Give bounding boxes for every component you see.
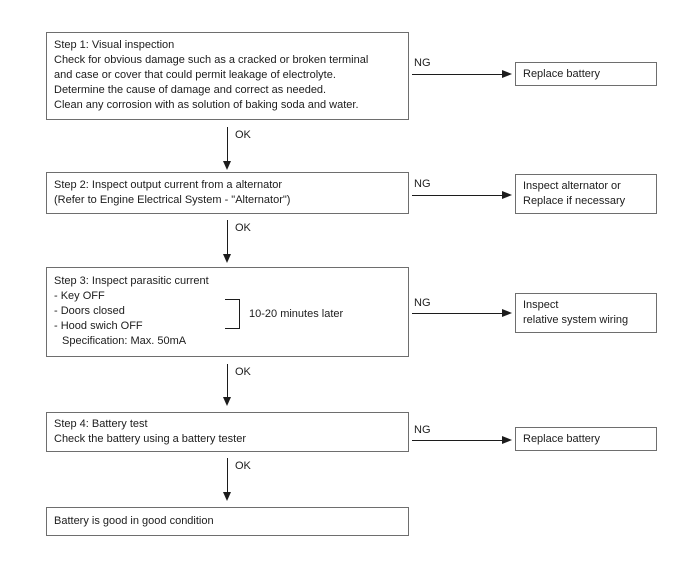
ok-arrowhead-down-icon	[223, 492, 231, 501]
result3-text-line: Inspect	[523, 299, 559, 311]
ng-arrowhead-right-icon	[502, 309, 512, 317]
final-result-box	[46, 507, 409, 536]
result4-box	[515, 427, 657, 451]
result1-box	[515, 62, 657, 86]
ng-arrow-3	[412, 313, 503, 314]
step3-box	[46, 267, 409, 357]
step3-condition-line: - Doors closed	[54, 305, 125, 317]
ng-arrowhead-right-icon	[502, 191, 512, 199]
bracket-annotation: 10-20 minutes later	[249, 308, 344, 320]
step3-condition-line: - Key OFF	[54, 290, 105, 302]
step1-text-line: Clean any corrosion with as solution of baking soda and water.	[54, 99, 359, 111]
ng-label-2: NG	[414, 178, 431, 190]
ng-label-3: NG	[414, 297, 431, 309]
ng-arrow-4	[412, 440, 503, 441]
step1-text-line: Determine the cause of damage and correct as needed.	[54, 84, 327, 96]
step1-box	[46, 32, 409, 120]
ok-label-4: OK	[235, 460, 251, 472]
result3-text-line: relative system wiring	[523, 314, 629, 326]
ok-arrow-1	[227, 127, 228, 162]
ok-arrowhead-down-icon	[223, 161, 231, 170]
step2-text-line: (Refer to Engine Electrical System - "Alternator")	[54, 194, 291, 206]
result2-text-line: Inspect alternator or	[523, 180, 621, 192]
step1-text-line: Check for obvious damage such as a cracked or broken terminal	[54, 54, 369, 66]
final-result-text: Battery is good in good condition	[54, 515, 214, 527]
step3-title: Step 3: Inspect parasitic current	[54, 275, 209, 287]
step1-title: Step 1: Visual inspection	[54, 39, 175, 51]
grouping-bracket	[225, 299, 240, 329]
step2-title: Step 2: Inspect output current from a alternator	[54, 179, 283, 191]
ok-arrowhead-down-icon	[223, 254, 231, 263]
step4-text-line: Check the battery using a battery tester	[54, 433, 246, 445]
step1-text-line: and case or cover that could permit leakage of electrolyte.	[54, 69, 336, 81]
ok-arrow-3	[227, 364, 228, 398]
result3-box	[515, 293, 657, 333]
result1-text: Replace battery	[523, 68, 601, 80]
ng-label-4: NG	[414, 424, 431, 436]
result2-text-line: Replace if necessary	[523, 195, 626, 207]
ok-label-2: OK	[235, 222, 251, 234]
step3-condition-line: - Hood swich OFF	[54, 320, 143, 332]
result2-box	[515, 174, 657, 214]
ok-arrow-4	[227, 458, 228, 493]
step4-title: Step 4: Battery test	[54, 418, 148, 430]
ng-arrow-2	[412, 195, 503, 196]
step4-box	[46, 412, 409, 452]
ok-arrowhead-down-icon	[223, 397, 231, 406]
ng-arrow-1	[412, 74, 503, 75]
ng-arrowhead-right-icon	[502, 70, 512, 78]
ng-label-1: NG	[414, 57, 431, 69]
ng-arrowhead-right-icon	[502, 436, 512, 444]
ok-label-3: OK	[235, 366, 251, 378]
result4-text: Replace battery	[523, 433, 601, 445]
ok-label-1: OK	[235, 129, 251, 141]
ok-arrow-2	[227, 220, 228, 255]
step2-box	[46, 172, 409, 214]
step3-specification-line: Specification: Max. 50mA	[62, 335, 187, 347]
